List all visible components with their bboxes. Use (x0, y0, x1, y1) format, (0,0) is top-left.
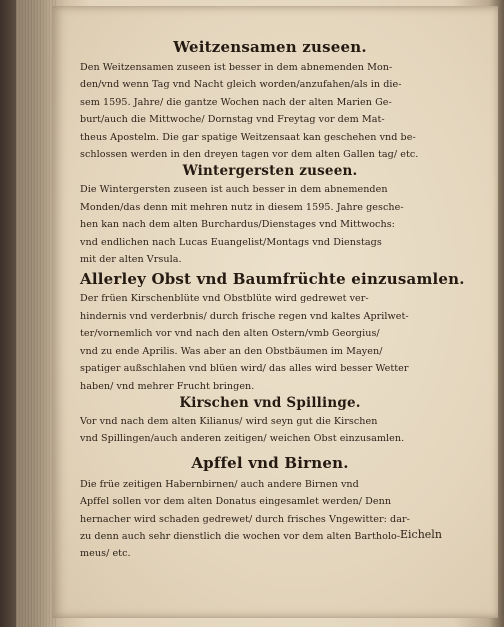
page-text (80, 38, 465, 563)
text-line: zu denn auch sehr dienstlich die wochen vor dem alten Bartholo- (80, 530, 401, 542)
text-line: theus Apostelm. Die gar spatige Weitzensaat kan geschehen vnd be- (80, 131, 416, 143)
text-line: vnd Spillingen/auch anderen zeitigen/ weichen Obst einzusamlen. (80, 433, 405, 445)
paragraph-kirschen (80, 413, 460, 448)
text-line: meus/ etc. (80, 548, 131, 560)
text-line: Vor vnd nach dem alten Kilianus/ wird seyn gut die Kirschen (80, 415, 378, 427)
text-line: den/vnd wenn Tag vnd Nacht gleich worden/anzufahen/als in die- (80, 79, 402, 91)
text-line: burt/auch die Mittwoche/ Dornstag vnd Freytag vor dem Mat- (80, 114, 385, 126)
paragraph-apffel (80, 476, 460, 563)
paragraph-weitzensamen (80, 59, 460, 163)
heading-wintergersten: Wintergersten zuseen. (182, 163, 358, 180)
paragraph-obst (80, 290, 460, 394)
text-line: vnd endlichen nach Lucas Euangelist/Montags vnd Dienstags (80, 236, 382, 248)
text-line: ter/vornemlich vor vnd nach den alten Ostern/vmb Georgius/ (80, 328, 380, 340)
heading-kirschen: Kirschen vnd Spillinge. (179, 394, 361, 411)
heading-weitzensamen: Weitzensamen zuseen. (173, 38, 367, 56)
text-line: mit der alten Vrsula. (80, 254, 182, 266)
text-line: Die Wintergersten zuseen ist auch besser in dem abnemenden (80, 184, 388, 196)
text-line: haben/ vnd mehrer Frucht bringen. (80, 380, 255, 392)
text-line: hen kan nach dem alten Burchardus/Dienstages vnd Mittwochs: (80, 219, 395, 231)
heading-apffel: Apffel vnd Birnen. (191, 453, 349, 472)
page-stack-edge (16, 0, 56, 627)
paragraph-wintergersten (80, 181, 460, 268)
text-line: hernacher wird schaden gedrewet/ durch frisches Vngewitter: dar- (80, 513, 410, 525)
text-line: schlossen werden in den dreyen tagen vor dem alten Gallen tag/ etc. (80, 149, 419, 161)
text-line: Der früen Kirschenblüte vnd Obstblüte wird gedrewet ver- (80, 293, 369, 305)
catchword: Eicheln (400, 528, 442, 541)
heading-obst: Allerley Obst vnd Baumfrüchte einzusamlen. (80, 270, 465, 289)
text-line: Die früe zeitigen Habernbirnen/ auch andere Birnen vnd (80, 478, 359, 490)
text-line: Den Weitzensamen zuseen ist besser in dem abnemenden Mon- (80, 62, 393, 73)
text-line: hindernis vnd verderbnis/ durch frische regen vnd kaltes Aprilwet- (80, 310, 409, 322)
text-line: spatiger außschlahen vnd blüen wird/ das alles wird besser Wetter (80, 363, 409, 375)
text-line: sem 1595. Jahre/ die gantze Wochen nach der alten Marien Ge- (80, 96, 392, 108)
text-line: Apffel sollen vor dem alten Donatus eingesamlet werden/ Denn (80, 496, 392, 508)
text-line: vnd zu ende Aprilis. Was aber an den Obstbäumen im Mayen/ (80, 345, 383, 357)
text-line: Monden/das denn mit mehren nutz in diesem 1595. Jahre gesche- (80, 201, 404, 213)
